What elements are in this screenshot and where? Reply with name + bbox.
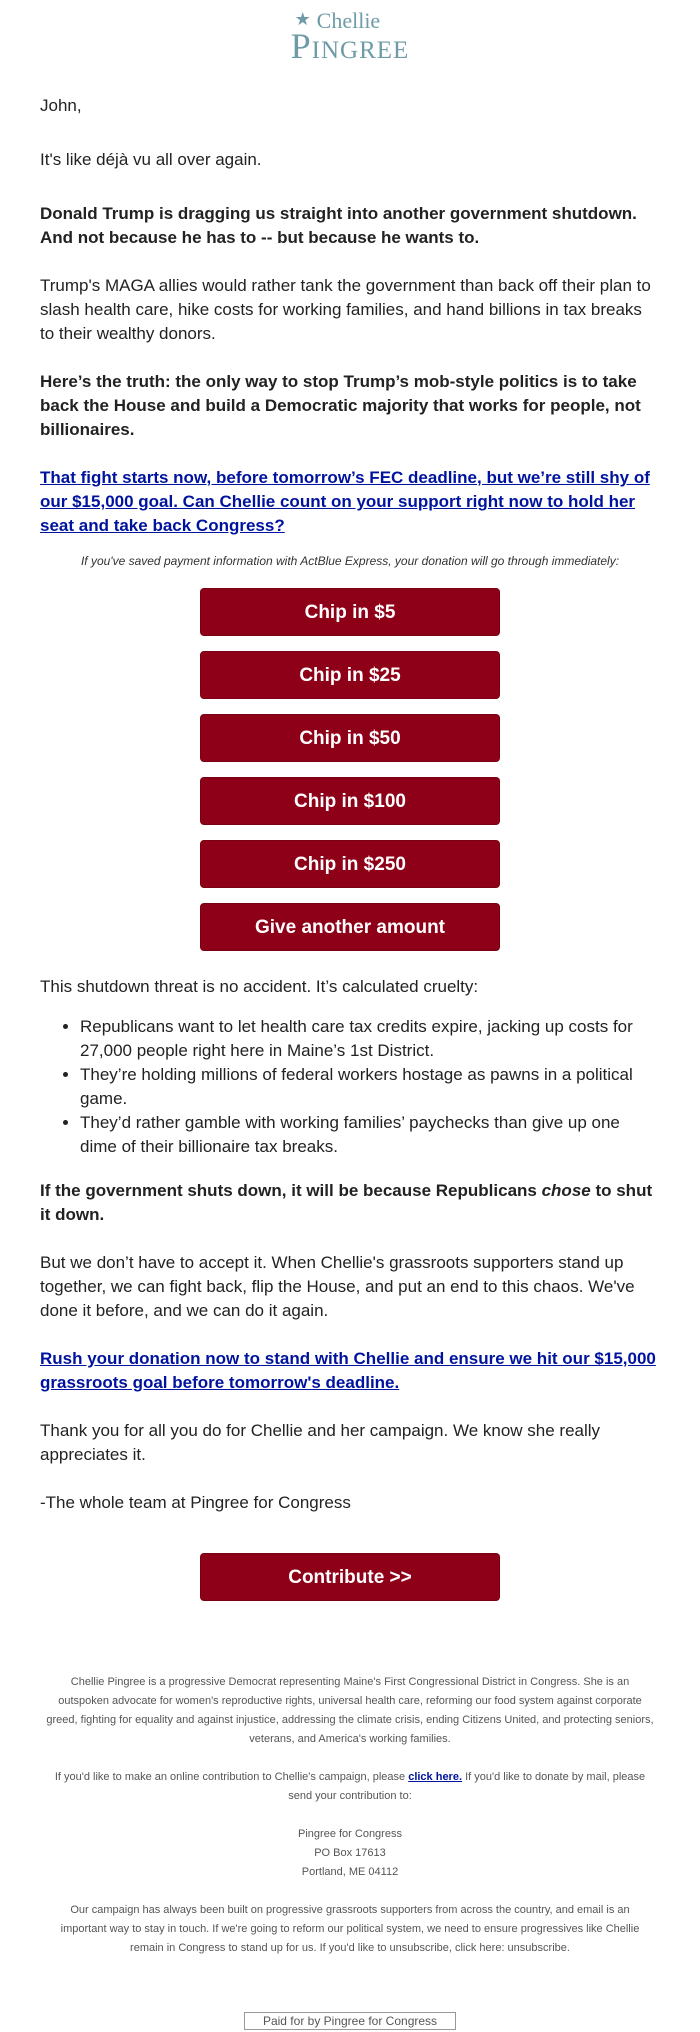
- chip-in-5-button[interactable]: Chip in $5: [200, 588, 500, 636]
- email-body: [40, 0, 660, 2030]
- chip-in-250-button[interactable]: Chip in $250: [200, 840, 500, 888]
- star-icon: ★: [294, 9, 311, 29]
- bold-paragraph-chose: If the government shuts down, it will be because Republicans chose to shut it down.: [40, 1181, 653, 1224]
- chip-in-100-button[interactable]: Chip in $100: [200, 777, 500, 825]
- thank-you-paragraph: Thank you for all you do for Chellie and her campaign. We know she really appreciates it.: [40, 1421, 601, 1464]
- intro-paragraph: It's like déjà vu all over again.: [40, 150, 262, 169]
- bold-paragraph-truth: Here’s the truth: the only way to stop Trump’s mob-style politics is to take back the House and build a Democratic majority that works for people, not billionaires.: [40, 372, 641, 439]
- list-item: • They’re holding millions of federal workers hostage as pawns in a political game.: [80, 1063, 660, 1111]
- signoff: -The whole team at Pingree for Congress: [40, 1493, 351, 1512]
- chip-in-25-button[interactable]: Chip in $25: [200, 651, 500, 699]
- logo-last-name: Pingree: [290, 26, 410, 66]
- list-item: • They’d rather gamble with working families’ paychecks than give up one dime of their billionaire tax breaks.: [80, 1111, 660, 1159]
- maga-paragraph: Trump's MAGA allies would rather tank the government than back off their plan to slash health care, hike costs for working families, and hand billions in tax breaks to their wealthy donors.: [40, 276, 651, 343]
- salutation: John,: [40, 96, 82, 115]
- contribute-button[interactable]: Contribute >>: [200, 1553, 500, 1601]
- footer-grassroots: Our campaign has always been built on progressive grassroots supporters from across the country, and email is an important way to stay in touch. If we're going to reform our political system, we need to ensure progressives like Chellie remain in Congress to stand up for us. If you'd like to unsubscribe, click here: unsubscribe.: [60, 1904, 640, 1954]
- chip-in-50-button[interactable]: Chip in $50: [200, 714, 500, 762]
- actblue-express-note: If you've saved payment information with ActBlue Express, your donation will go through immediately:: [80, 554, 620, 568]
- logo-first-name: Chellie: [316, 8, 381, 33]
- give-another-amount-button[interactable]: Give another amount: [200, 903, 500, 951]
- footer-about: Chellie Pingree is a progressive Democrat representing Maine's First Congressional District in Congress. She is an outspoken advocate for women's reproductive rights, universal health care, reforming our food system against corporate greed, fighting for equality and against injustice, addressing the climate crisis, ending Citizens United, and protecting seniors, veterans, and America's working families.: [46, 1676, 654, 1745]
- fight-back-paragraph: But we don’t have to accept it. When Chellie's grassroots supporters stand up together, we can fight back, flip the House, and put an end to this chaos. We've done it before, and we can do it again.: [40, 1253, 635, 1320]
- campaign-logo: [40, 0, 660, 68]
- footer: [40, 1673, 660, 1958]
- cruelty-paragraph: This shutdown threat is no accident. It’s calculated cruelty:: [40, 977, 479, 996]
- list-item: • Republicans want to let health care tax credits expire, jacking up costs for 27,000 people right here in Maine’s 1st District.: [80, 1015, 660, 1063]
- click-here-link[interactable]: click here.: [408, 1771, 463, 1783]
- donate-link-rush[interactable]: Rush your donation now to stand with Chellie and ensure we hit our $15,000 grassroots goal before tomorrow's deadline.: [40, 1349, 656, 1392]
- mailing-address: Pingree for Congress PO Box 17613 Portland, ME 04112: [298, 1828, 402, 1878]
- donation-buttons: [40, 588, 660, 951]
- bullet-list: [40, 1015, 660, 1159]
- bold-paragraph-shutdown: Donald Trump is dragging us straight into another government shutdown. And not because he has to -- but because he wants to.: [40, 204, 637, 247]
- footer-online-contribution: If you'd like to make an online contribution to Chellie's campaign, please click here. If you'd like to donate by mail, please send your contribution to:: [54, 1771, 646, 1802]
- donate-link-deadline[interactable]: That fight starts now, before tomorrow’s FEC deadline, but we’re still shy of our $15,000 goal. Can Chellie count on your support right now to hold her seat and take back Congress?: [40, 468, 650, 535]
- paid-for-disclaimer: Paid for by Pingree for Congress: [244, 2012, 456, 2030]
